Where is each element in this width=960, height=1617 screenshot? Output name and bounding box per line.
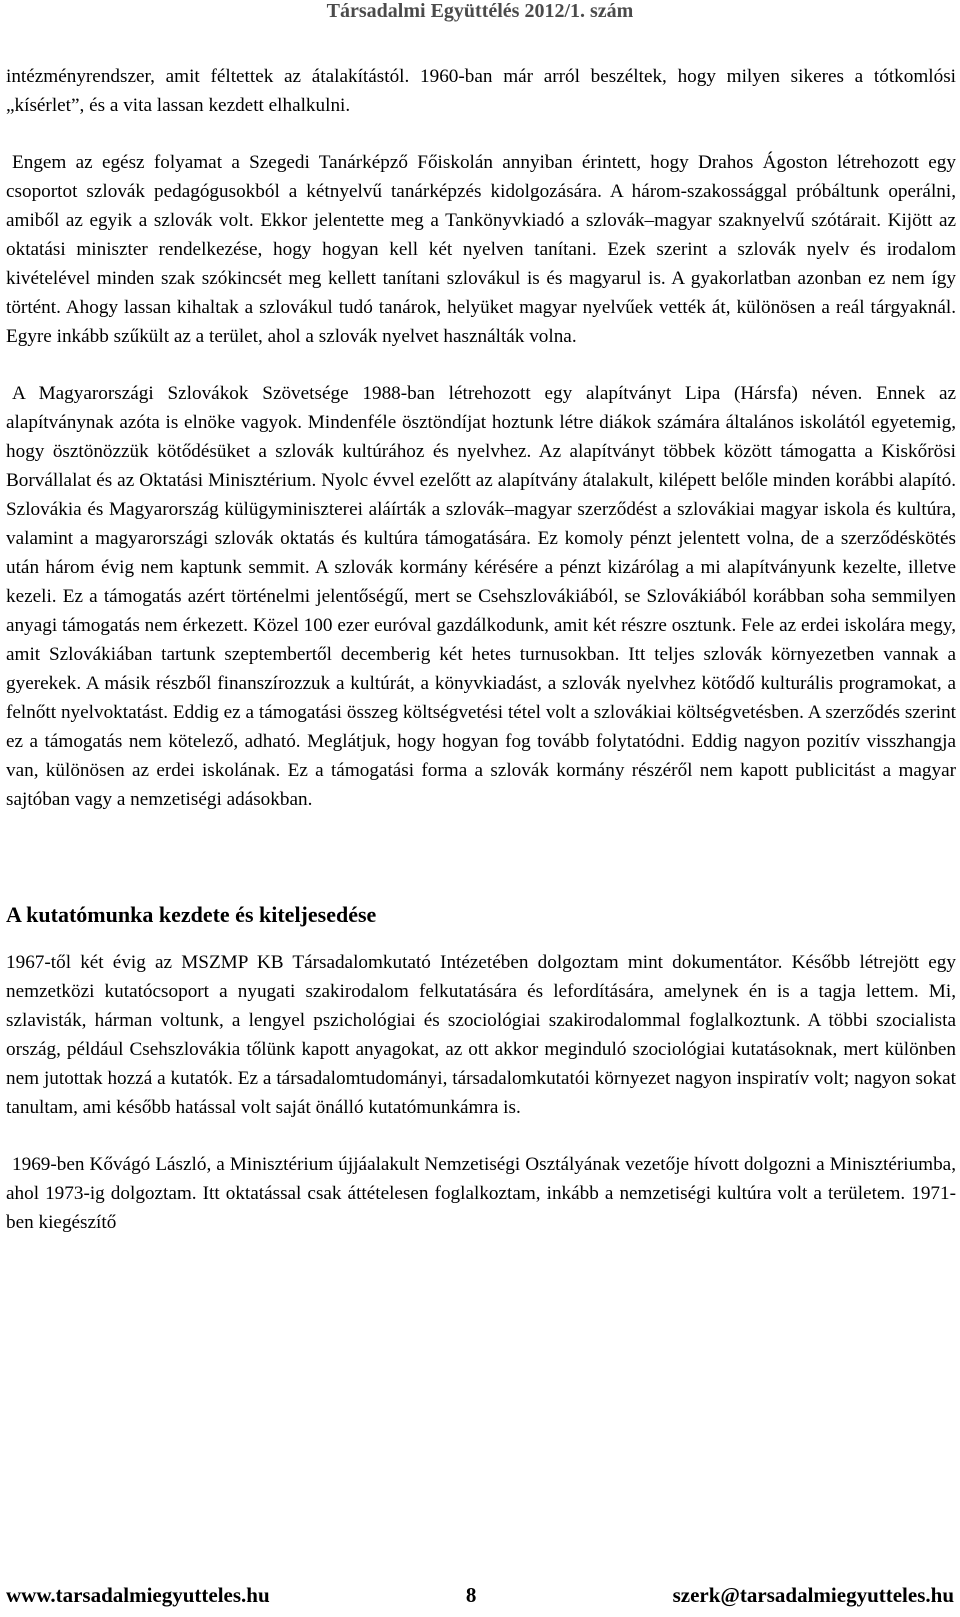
email-link[interactable]: szerk@tarsadalmiegyutteles.hu (672, 1582, 954, 1607)
paragraph-4: 1967-től két évig az MSZMP KB Társadalomkutató Intézetében dolgoztam mint dokumentátor. Később létrejött egy nemzetközi kutatócsoport a nyugati szakirodalom felkutatására és lefordítására, amelynek én is a tagja lettem. Mi, szlavisták, hárman voltunk, a lengyel pszichológiai és szociológiai szakirodalommal foglalkoztunk. A többi szocialista ország, például Csehszlovákia tőlünk kapott anyagokat, az ott akkor meginduló szociológiai kutatásoknak, mert különben nem jutottak hozzá a kutatók. Ez a társadalomtudományi, társadalomkutatói környezet nagyon inspiratív volt; nagyon sokat tanultam, ami később hatással volt saját önálló kutatómunkámra is. (6, 952, 956, 1118)
paragraph-5: 1969-ben Kővágó László, a Minisztérium újjáalakult Nemzetiségi Osztályának vezetője hívott dolgozni a Minisztériumba, ahol 1973-ig dolgoztam. Itt oktatással csak áttételesen foglalkoztam, inkább a nemzetiségi kultúra volt a területem. 1971-ben kiegészítő (6, 1154, 956, 1233)
paragraph-1: intézményrendszer, amit féltettek az átalakítástól. 1960-ban már arról beszéltek, hogy milyen sikeres a tótkomlósi „kísérlet”, és a vita lassan kezdett elhalkulni. (6, 66, 956, 116)
article-body (6, 62, 956, 1237)
paragraph-2: Engem az egész folyamat a Szegedi Tanárképző Főiskolán annyiban érintett, hogy Drahos Ágoston létrehozott egy csoportot szlovák pedagógusokból a kétnyelvű tanárképzés kidolgozására. A három-szakossággal próbáltunk operálni, amiből az egyik a szlovák volt. Ekkor jelentette meg a Tankönyvkiadó a szlovák–magyar szaknyelvű szótárait. Kijött az oktatási miniszter rendelkezése, hogy hogyan kell két nyelven tanítani. Ezek szerint a szlovák nyelv és irodalom kivételével minden szak szókincsét meg kellett tanítani szlovákul is és magyarul is. A gyakorlatban azonban ez nem így történt. Ahogy lassan kihaltak a szlovákul tudó tanárok, helyüket magyar nyelvűek vették át, különösen a reál tárgyaknál. Egyre inkább szűkült az a terület, ahol a szlovák nyelvet használták volna. (6, 152, 956, 347)
section-heading: A kutatómunka kezdete és kiteljesedése (6, 902, 377, 927)
paragraph-3: A Magyarországi Szlovákok Szövetsége 1988-ban létrehozott egy alapítványt Lipa (Hársfa) néven. Ennek az alapítványnak azóta is elnöke vagyok. Mindenféle ösztöndíjat hoztunk létre diákok számára általános iskolától egyetemig, hogy ösztönözzük kötődésüket a szlovák kultúrához és nyelvhez. Az alapítványt többek között támogatta a Kiskőrösi Borvállalat és az Oktatási Minisztérium. Nyolc évvel ezelőtt az alapítvány átalakult, kilépett belőle minden korábbi alapító. Szlovákia és Magyarország külügyminiszterei aláírták a szlovák–magyar szerződést a szlovákiai magyar iskola és kultúra, valamint a magyarországi szlovák oktatás és kultúra támogatására. Ez komoly pénzt jelentett volna, de a szerződéskötés után három évig nem kaptunk semmit. A szlovák kormány kérésére a pénzt kizárólag a mi alapítványunk kezelte, illetve kezeli. Ez a támogatás azért történelmi jelentőségű, mert se Csehszlovákiából, se Szlovákiából korábban soha semmilyen anyagi támogatás nem érkezett. Közel 100 ezer euróval gazdálkodunk, amit két részre osztunk. Fele az erdei iskolára megy, amit Szlovákiában tartunk szeptembertől decemberig két hetes turnusokban. Itt teljes szlovák környezetben vannak a gyerekek. A másik részből finanszírozzuk a kultúrát, a könyvkiadást, a szlovák nyelvhez kötődő kulturális programokat, a felnőtt nyelvoktatást. Eddig ez a támogatási összeg költségvetési tétel volt a szlovákiai költségvetésben. A szerződés szerint ez a támogatás nem kötelező, adható. Meglátjuk, hogy hogyan fog tovább folytatódni. Eddig nagyon pozitív visszhangja van, különösen az erdei iskolának. Ez a támogatási forma a szlovák kormány részéről nem kapott publicitást a magyar sajtóban vagy a nemzetiségi adásokban. (6, 383, 956, 810)
website-link[interactable]: www.tarsadalmiegyutteles.hu (6, 1582, 270, 1607)
journal-title: Társadalmi Együttélés 2012/1. szám (326, 0, 634, 22)
journal-header (0, 0, 960, 28)
page-number: 8 (465, 1582, 477, 1607)
page-footer (6, 1580, 954, 1610)
